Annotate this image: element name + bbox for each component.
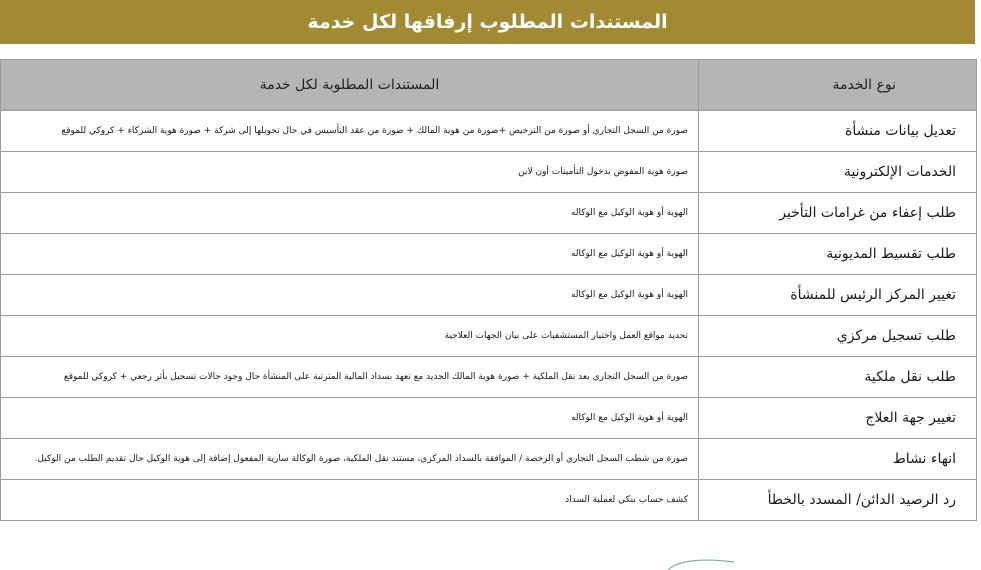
service-name: طلب نقل ملكية (699, 357, 977, 398)
service-name: طلب تسجيل مركزي (699, 316, 977, 357)
required-documents: الهوية أو هوية الوكيل مع الوكاله (1, 275, 699, 316)
service-name: طلب تقسيط المديونية (699, 234, 977, 275)
required-documents: صورة من السجل التجاري أو صورة من الترخيص +صورة من هوية المالك + صورة من عقد التأسيس في حال تحويلها إلى شركة + صورة هوية الشركاء + كروكي للموقع (1, 111, 699, 152)
table-row (1, 111, 977, 152)
service-name: انهاء نشاط (699, 439, 977, 480)
table-row (1, 193, 977, 234)
table-header-row (1, 60, 977, 111)
required-documents: الهوية أو هوية الوكيل مع الوكاله (1, 398, 699, 439)
service-name: تغيير المركز الرئيس للمنشأة (699, 275, 977, 316)
required-documents: صورة من السجل التجاري بعد نقل الملكية + صورة هوية المالك الجديد مع تعهد بسداد المالية المترتبة على المنشأة حال وجود حالات تسجيل بأثر رجعي + كروكي للموقع (1, 357, 699, 398)
required-documents: تحديد مواقع العمل واختيار المستشفيات على بيان الجهات العلاجية (1, 316, 699, 357)
table-row (1, 316, 977, 357)
header-service-type: نوع الخدمة (699, 60, 977, 111)
service-name: طلب إعفاء من غرامات التأخير (699, 193, 977, 234)
service-name: تعديل بيانات منشأة (699, 111, 977, 152)
table-row (1, 439, 977, 480)
table-row (1, 357, 977, 398)
table-row (1, 234, 977, 275)
documents-table (0, 59, 977, 521)
table-row (1, 275, 977, 316)
table-row (1, 398, 977, 439)
required-documents: صورة من شطب السجل التجاري أو الرخصة / الموافقة بالسداد المركزي، مستند نقل الملكية، صورة الوكالة سارية المفعول إضافة إلى هوية الوكيل حال تقديم الطلب من الوكيل. (1, 439, 699, 480)
table-row (1, 480, 977, 521)
title-banner (0, 0, 975, 44)
decorative-ornament-icon (664, 556, 744, 570)
service-name: تغيير جهة العلاج (699, 398, 977, 439)
header-required-documents: المستندات المطلوبة لكل خدمة (1, 60, 699, 111)
service-name: رد الرصيد الدائن/ المسدد بالخطأ (699, 480, 977, 521)
required-documents: صورة هوية المفوض بدخول التأمينات أون لاين (1, 152, 699, 193)
service-name: الخدمات الإلكترونية (699, 152, 977, 193)
required-documents: كشف حساب بنكي لعملية السداد (1, 480, 699, 521)
required-documents: الهوية أو هوية الوكيل مع الوكاله (1, 193, 699, 234)
page-title: المستندات المطلوب إرفاقها لكل خدمة (307, 11, 668, 33)
table-row (1, 152, 977, 193)
required-documents: الهوية أو هوية الوكيل مع الوكاله (1, 234, 699, 275)
